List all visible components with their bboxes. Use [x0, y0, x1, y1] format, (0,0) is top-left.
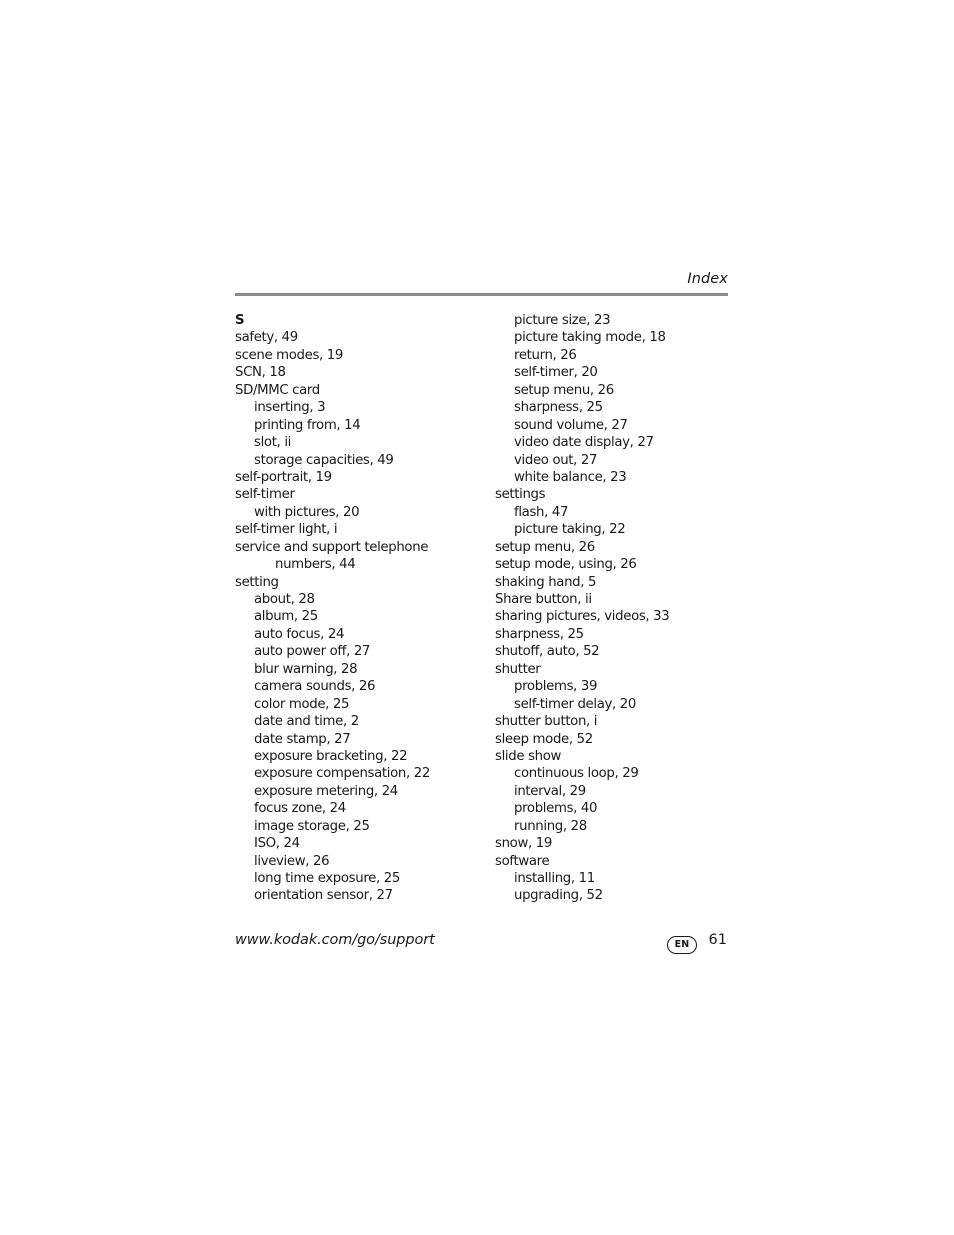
index-entry: auto power off, 27 — [254, 644, 371, 660]
index-entry: focus zone, 24 — [254, 801, 346, 817]
index-entry: return, 26 — [514, 347, 577, 363]
index-entry: picture taking, 22 — [514, 522, 626, 538]
index-entry: setting — [235, 574, 279, 590]
support-url-link[interactable]: www.kodak.com/go/support — [235, 932, 435, 948]
index-entry: installing, 11 — [514, 871, 595, 886]
index-entry: video out, 27 — [514, 452, 598, 468]
index-entry: about, 28 — [254, 592, 315, 607]
index-entry: image storage, 25 — [254, 818, 370, 834]
index-entry: self-timer delay, 20 — [514, 696, 636, 712]
index-entry: safety, 49 — [235, 330, 298, 346]
index-entry: scene modes, 19 — [235, 347, 344, 363]
index-entry: setup mode, using, 26 — [495, 557, 637, 573]
index-entry: with pictures, 20 — [254, 504, 360, 520]
index-entry: problems, 39 — [514, 679, 598, 695]
index-entry: inserting, 3 — [254, 400, 326, 416]
index-entry: software — [495, 853, 550, 869]
index-entry: exposure bracketing, 22 — [254, 748, 408, 764]
index-entry: shutoff, auto, 52 — [495, 644, 600, 660]
index-entry: camera sounds, 26 — [254, 679, 376, 695]
index-entry: exposure metering, 24 — [254, 783, 398, 799]
index-entry: running, 28 — [514, 818, 587, 834]
index-entry: date and time, 2 — [254, 714, 359, 730]
index-entry: flash, 47 — [514, 504, 569, 520]
index-entry: self-timer, 20 — [514, 365, 598, 381]
index-entry: video date display, 27 — [514, 435, 654, 451]
index-letter-heading: S — [235, 313, 245, 328]
index-entry: sharing pictures, videos, 33 — [495, 609, 670, 625]
index-entry: slide show — [495, 748, 562, 764]
index-entry: setup menu, 26 — [495, 539, 595, 555]
index-entry: slot, ii — [254, 435, 292, 451]
index-entry: problems, 40 — [514, 801, 598, 817]
index-entry: picture size, 23 — [514, 313, 611, 328]
index-entry: settings — [495, 487, 546, 503]
index-entry: service and support telephone — [235, 539, 429, 555]
index-column-left — [235, 312, 485, 905]
header-rule — [235, 293, 728, 296]
index-entry: Share button, ii — [495, 592, 592, 607]
index-entry: album, 25 — [254, 609, 318, 625]
index-entry: color mode, 25 — [254, 696, 350, 712]
index-entry: date stamp, 27 — [254, 731, 351, 747]
index-entry: auto focus, 24 — [254, 626, 345, 642]
index-entry: sharpness, 25 — [514, 400, 603, 416]
index-entry: storage capacities, 49 — [254, 452, 394, 468]
language-badge: EN — [667, 936, 697, 954]
index-entry: SD/MMC card — [235, 382, 320, 398]
index-entry: SCN, 18 — [235, 365, 286, 381]
index-entry: sound volume, 27 — [514, 417, 628, 433]
index-entry: shutter — [495, 661, 541, 677]
index-entry: snow, 19 — [495, 836, 552, 852]
index-entry: picture taking mode, 18 — [514, 330, 666, 346]
index-entry: white balance, 23 — [514, 469, 627, 485]
index-entry: blur warning, 28 — [254, 661, 358, 677]
index-entry: continuous loop, 29 — [514, 766, 639, 782]
index-entry: sharpness, 25 — [495, 626, 584, 642]
index-entry: self-timer — [235, 487, 295, 503]
running-header-title: Index — [687, 271, 728, 287]
index-entry: sleep mode, 52 — [495, 731, 593, 747]
index-entry: self-portrait, 19 — [235, 469, 332, 485]
index-entry: orientation sensor, 27 — [254, 888, 393, 904]
index-entry: ISO, 24 — [254, 836, 300, 852]
index-entry: numbers, 44 — [275, 557, 356, 573]
index-entry: shutter button, i — [495, 714, 598, 730]
index-entry: setup menu, 26 — [514, 382, 614, 398]
index-entry: upgrading, 52 — [514, 888, 603, 904]
page-number: 61 — [708, 932, 727, 948]
index-column-right — [495, 312, 735, 905]
index-entry: liveview, 26 — [254, 853, 330, 869]
index-entry: exposure compensation, 22 — [254, 766, 430, 782]
index-entry: shaking hand, 5 — [495, 574, 597, 590]
index-entry: self-timer light, i — [235, 522, 338, 538]
index-entry: printing from, 14 — [254, 417, 361, 433]
index-entry: interval, 29 — [514, 783, 586, 799]
index-entry: long time exposure, 25 — [254, 871, 400, 886]
